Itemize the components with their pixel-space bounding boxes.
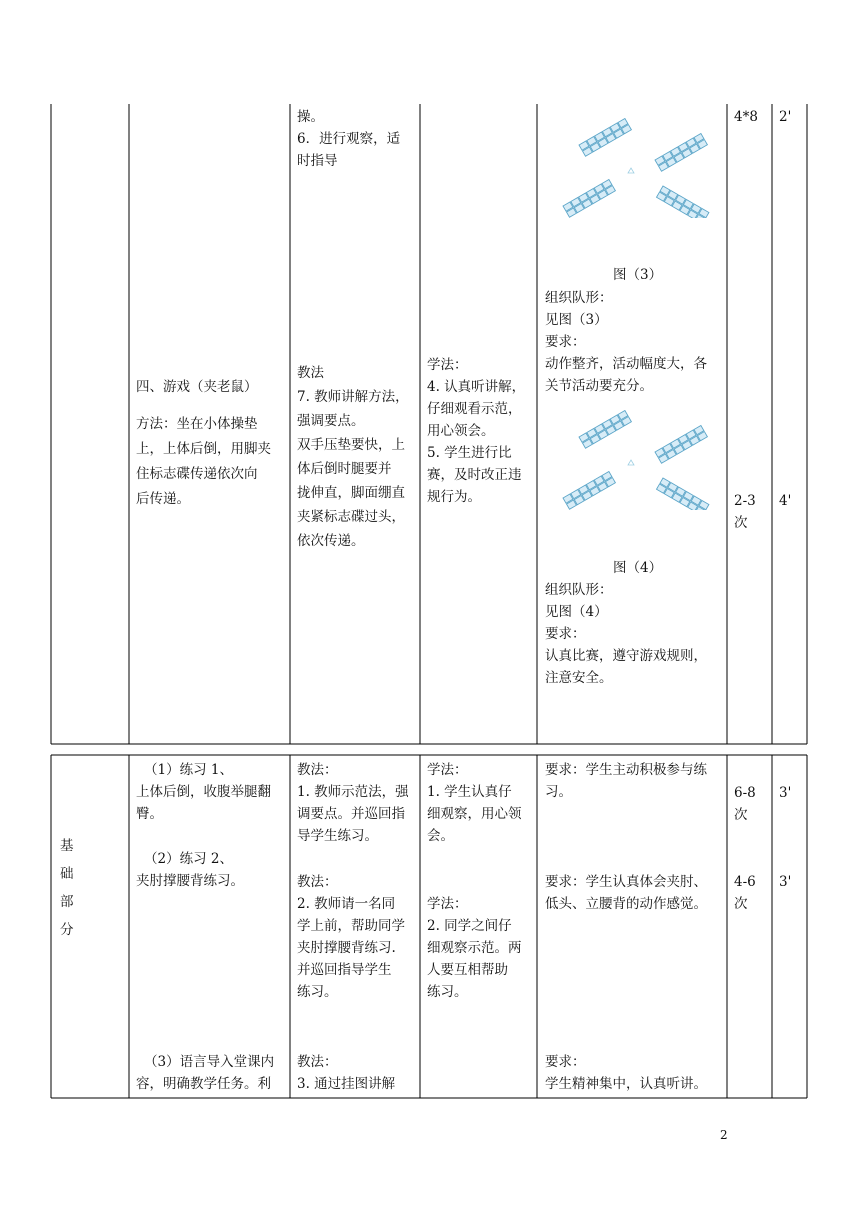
learning-line: 1. 学生认真仔 [427, 784, 512, 800]
learning-method-game [427, 354, 525, 508]
learning-line: 2. 同学之间仔 [427, 918, 512, 934]
exercise-line: 容，明确教学任务。利 [136, 1076, 271, 1092]
repetitions-4 [734, 871, 756, 915]
exercise-3 [136, 1051, 274, 1095]
teaching-line: 操。 [297, 109, 324, 125]
requirement-1 [545, 759, 707, 803]
method-line: 上，上体后倒，用脚夹 [136, 441, 271, 457]
teaching-line: 2. 教师请一名同 [297, 896, 396, 912]
requirement-line: 习。 [545, 784, 572, 800]
exercise-line: （2）练习 2、 [144, 851, 233, 867]
learning-line: 会。 [427, 828, 454, 844]
game-title: 四、游戏（夹老鼠） [136, 379, 258, 395]
teaching-line: 教法 [297, 365, 324, 381]
teaching-line: 1. 教师示范法，强 [297, 784, 409, 800]
teaching-1 [297, 759, 409, 847]
mat-group [579, 411, 631, 449]
exercise-2 [136, 848, 244, 892]
learning-line: 学法： [427, 896, 468, 912]
teaching-line: 教法： [297, 762, 338, 778]
exercise-line: 上体后倒，收腹举腿翻 [136, 784, 271, 800]
teaching-line: 拢伸直，脚面绷直 [297, 485, 405, 501]
learning-line: 学法： [427, 762, 468, 778]
figure-4-notes [545, 579, 707, 689]
requirement-line: 学生精神集中，认真听讲。 [545, 1076, 707, 1092]
note-line: 见图（4） [545, 604, 608, 620]
teaching-method-game [297, 361, 409, 553]
section-label [60, 832, 74, 944]
repetitions-2 [734, 490, 756, 534]
note-line: 见图（3） [545, 312, 608, 328]
mat-group [563, 180, 615, 218]
teaching-top [297, 106, 400, 172]
learning-line: 用心领会。 [427, 423, 495, 439]
figure-4-caption: 图（4） [613, 560, 663, 576]
teaching-2 [297, 871, 405, 1003]
note-line: 组织队形： [545, 582, 613, 598]
teaching-line: 时指导 [297, 153, 338, 169]
mat-group [655, 134, 707, 172]
requirement-line: 低头、立腰背的动作感觉。 [545, 896, 707, 912]
requirement-line: 要求：学生主动积极参与练 [545, 762, 707, 778]
teaching-line: 夹紧标志碟过头， [297, 509, 405, 525]
teaching-line: 强调要点。 [297, 413, 365, 429]
repetitions-1: 4*8 [734, 109, 758, 125]
rep-line: 次 [734, 896, 748, 912]
learning-1 [427, 759, 522, 847]
duration-2: 4' [779, 493, 792, 509]
teacher-marker-icon [628, 168, 634, 173]
mat-group [655, 426, 707, 464]
figure-3-notes [545, 287, 707, 397]
teaching-line: 并巡回指导学生 [297, 962, 392, 978]
note-line: 要求： [545, 626, 586, 642]
teaching-line: 学上前，帮助同学 [297, 918, 405, 934]
requirement-2 [545, 871, 707, 915]
teaching-line: 教法： [297, 1054, 338, 1070]
section-char: 部 [60, 894, 74, 910]
requirement-3 [545, 1051, 707, 1095]
note-line: 动作整齐，活动幅度大，各 [545, 356, 707, 372]
teaching-line: 教法： [297, 874, 338, 890]
method-line: 住标志碟传递依次向 [136, 466, 258, 482]
teaching-line: 6．进行观察，适 [297, 131, 401, 147]
learning-line: 练习。 [427, 984, 468, 1000]
learning-line: 细观察，用心领 [427, 806, 522, 822]
learning-2 [427, 893, 522, 1003]
teaching-line: 调要点。并巡回指 [297, 806, 405, 822]
exercise-line: 臀。 [136, 806, 163, 822]
rep-line: 2-3 [734, 493, 756, 509]
duration-4: 3' [779, 874, 792, 890]
note-line: 要求： [545, 334, 586, 350]
teaching-line: 练习。 [297, 984, 338, 1000]
note-line: 认真比赛，遵守游戏规则， [545, 648, 707, 664]
rep-line: 4-6 [734, 874, 756, 890]
method-line: 后传递。 [136, 491, 190, 507]
repetitions-3 [734, 782, 756, 826]
teaching-line: 3. 通过挂图讲解 [297, 1076, 396, 1092]
duration-3: 3' [779, 785, 792, 801]
learning-line: 仔细观看示范， [427, 401, 522, 417]
teaching-line: 夹肘撑腰背练习. [297, 940, 396, 956]
formation-figure-4 [555, 410, 715, 510]
learning-line: 5. 学生进行比 [427, 445, 512, 461]
exercise-line: （1）练习 1、 [144, 762, 233, 778]
requirement-line: 要求：学生认真体会夹肘、 [545, 874, 707, 890]
teaching-line: 双手压垫要快，上 [297, 437, 405, 453]
note-line: 组织队形： [545, 290, 613, 306]
page-number: 2 [720, 1128, 728, 1142]
section-char: 础 [60, 866, 74, 882]
rep-line: 次 [734, 807, 748, 823]
learning-line: 4. 认真听讲解， [427, 379, 526, 395]
exercise-line: 夹肘撑腰背练习。 [136, 873, 244, 889]
formation-figure-3 [555, 118, 715, 218]
figure-3-caption: 图（3） [613, 267, 663, 283]
section-char: 分 [60, 922, 74, 938]
exercise-line: （3）语言导入堂课内 [144, 1054, 275, 1070]
exercise-1 [136, 759, 271, 825]
requirement-line: 要求： [545, 1054, 586, 1070]
note-line: 关节活动要充分。 [545, 378, 653, 394]
game-method [136, 412, 271, 512]
mat-group [657, 478, 709, 510]
note-line: 注意安全。 [545, 670, 613, 686]
learning-line: 细观察示范。两 [427, 940, 522, 956]
teacher-marker-icon [628, 460, 634, 465]
teaching-line: 依次传递。 [297, 533, 365, 549]
teaching-line: 7. 教师讲解方法， [297, 389, 409, 405]
teaching-3 [297, 1051, 395, 1095]
learning-line: 规行为。 [427, 489, 481, 505]
mat-group [563, 472, 615, 510]
teaching-line: 体后倒时腿要并 [297, 461, 392, 477]
mat-group [579, 119, 631, 157]
rep-line: 6-8 [734, 785, 756, 801]
teaching-line: 导学生练习。 [297, 828, 378, 844]
learning-line: 学法： [427, 357, 468, 373]
method-line: 方法：坐在小体操垫 [136, 416, 258, 432]
learning-line: 人要互相帮助 [427, 962, 508, 978]
duration-1: 2' [779, 109, 792, 125]
section-char: 基 [60, 838, 74, 854]
mat-group [657, 186, 709, 218]
learning-line: 赛，及时改正违 [427, 467, 522, 483]
rep-line: 次 [734, 515, 748, 531]
